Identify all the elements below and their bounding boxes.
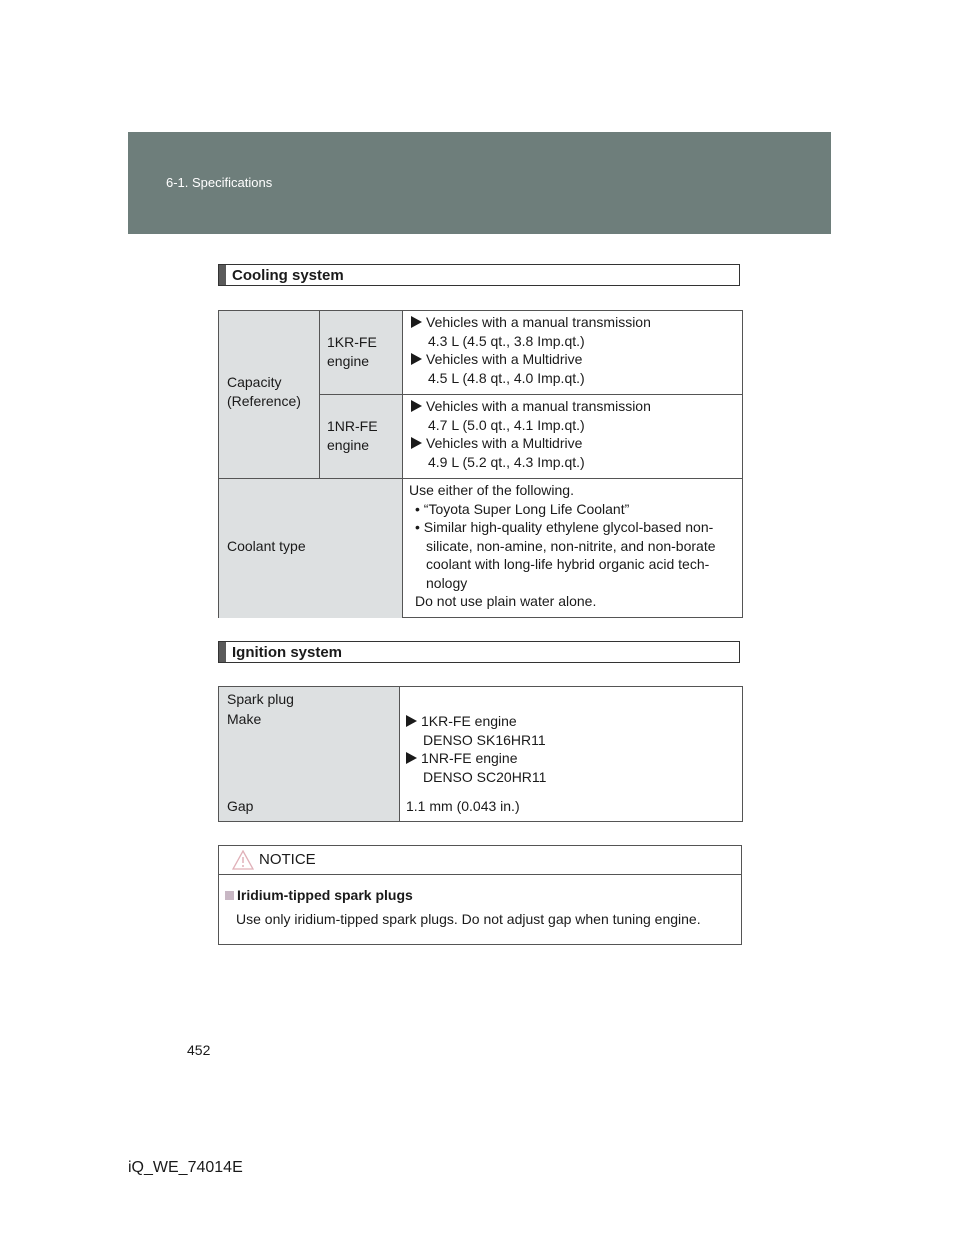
coolant-line: Do not use plain water alone. — [415, 593, 597, 609]
coolant-line: Use either of the following. — [409, 482, 574, 498]
document-code: iQ_WE_74014E — [128, 1159, 243, 1176]
cooling-table — [218, 310, 743, 618]
engine-1nr-line2: engine — [327, 436, 370, 453]
list-item: Vehicles with a manual transmission — [411, 313, 743, 332]
divider — [402, 311, 403, 618]
spark-plug-model: DENSO SK16HR11 — [423, 731, 546, 748]
gap-value: 1.1 mm (0.043 in.) — [406, 798, 520, 814]
coolant-line: coolant with long-life hybrid organic acid tech- — [426, 556, 710, 572]
arrow-right-icon — [411, 400, 422, 412]
coolant-type-label-cell — [219, 479, 402, 618]
notice-box — [218, 845, 742, 945]
capacity-1nr-values — [403, 395, 743, 478]
spark-plug-values — [400, 687, 742, 821]
ignition-system-title: Ignition system — [232, 644, 343, 661]
arrow-right-icon — [406, 752, 417, 764]
capacity-label-line1: Capacity — [227, 374, 282, 390]
spark-plug-model: DENSO SC20HR11 — [423, 768, 547, 785]
notice-body: Use only iridium-tipped spark plugs. Do not adjust gap when tuning engine. — [236, 911, 701, 927]
arrow-right-icon — [411, 316, 422, 328]
ignition-table — [218, 686, 743, 822]
chapter-header — [128, 132, 831, 234]
capacity-1kr-values — [403, 311, 743, 395]
capacity-value: 4.5 L (4.8 qt., 4.0 Imp.qt.) — [428, 369, 585, 386]
capacity-value: 4.3 L (4.5 qt., 3.8 Imp.qt.) — [428, 332, 585, 349]
heading-bar — [219, 265, 226, 285]
coolant-line: • “Toyota Super Long Life Coolant” — [415, 500, 630, 517]
capacity-value: 4.7 L (5.0 qt., 4.1 Imp.qt.) — [428, 416, 585, 433]
arrow-right-icon — [411, 353, 422, 365]
divider — [399, 687, 400, 821]
engine-1kr-cell — [319, 311, 402, 395]
list-item: Vehicles with a Multidrive — [411, 434, 743, 453]
engine-1nr-line1: 1NR-FE — [327, 418, 378, 434]
notice-subtitle: Iridium-tipped spark plugs — [237, 887, 413, 903]
arrow-right-icon — [406, 715, 417, 727]
spark-plug-label-cell — [219, 687, 399, 821]
list-item: 1NR-FE engine — [406, 749, 742, 768]
spark-plug-label: Spark plug — [227, 691, 294, 707]
coolant-type-values — [403, 479, 743, 618]
heading-bar — [219, 642, 226, 662]
capacity-label-line2: (Reference) — [227, 392, 301, 409]
engine-1nr-cell — [319, 395, 402, 478]
coolant-line: • Similar high-quality ethylene glycol-based non- — [415, 519, 714, 535]
list-item: Vehicles with a manual transmission — [411, 397, 743, 416]
capacity-value: 4.9 L (5.2 qt., 4.3 Imp.qt.) — [428, 453, 585, 470]
coolant-line: nology — [426, 574, 468, 591]
gap-label: Gap — [227, 798, 254, 814]
notice-title: NOTICE — [259, 851, 316, 868]
coolant-line: silicate, non-amine, non-nitrite, and non-borate — [426, 537, 716, 554]
square-bullet-icon — [225, 891, 234, 900]
make-label: Make — [227, 710, 262, 727]
list-item: Vehicles with a Multidrive — [411, 350, 743, 369]
capacity-label-cell — [219, 311, 319, 478]
warning-triangle-icon — [232, 850, 254, 870]
divider — [219, 478, 743, 479]
engine-1kr-line1: 1KR-FE — [327, 334, 377, 350]
cooling-system-title: Cooling system — [232, 267, 344, 284]
divider — [219, 874, 741, 875]
section-title: 6-1. Specifications — [166, 175, 273, 190]
ignition-system-heading — [218, 641, 740, 663]
list-item: 1KR-FE engine — [406, 712, 742, 731]
arrow-right-icon — [411, 437, 422, 449]
coolant-type-label: Coolant type — [227, 538, 306, 554]
page-number: 452 — [187, 1042, 211, 1058]
divider — [319, 394, 743, 395]
cooling-system-heading — [218, 264, 740, 286]
engine-1kr-line2: engine — [327, 352, 370, 369]
